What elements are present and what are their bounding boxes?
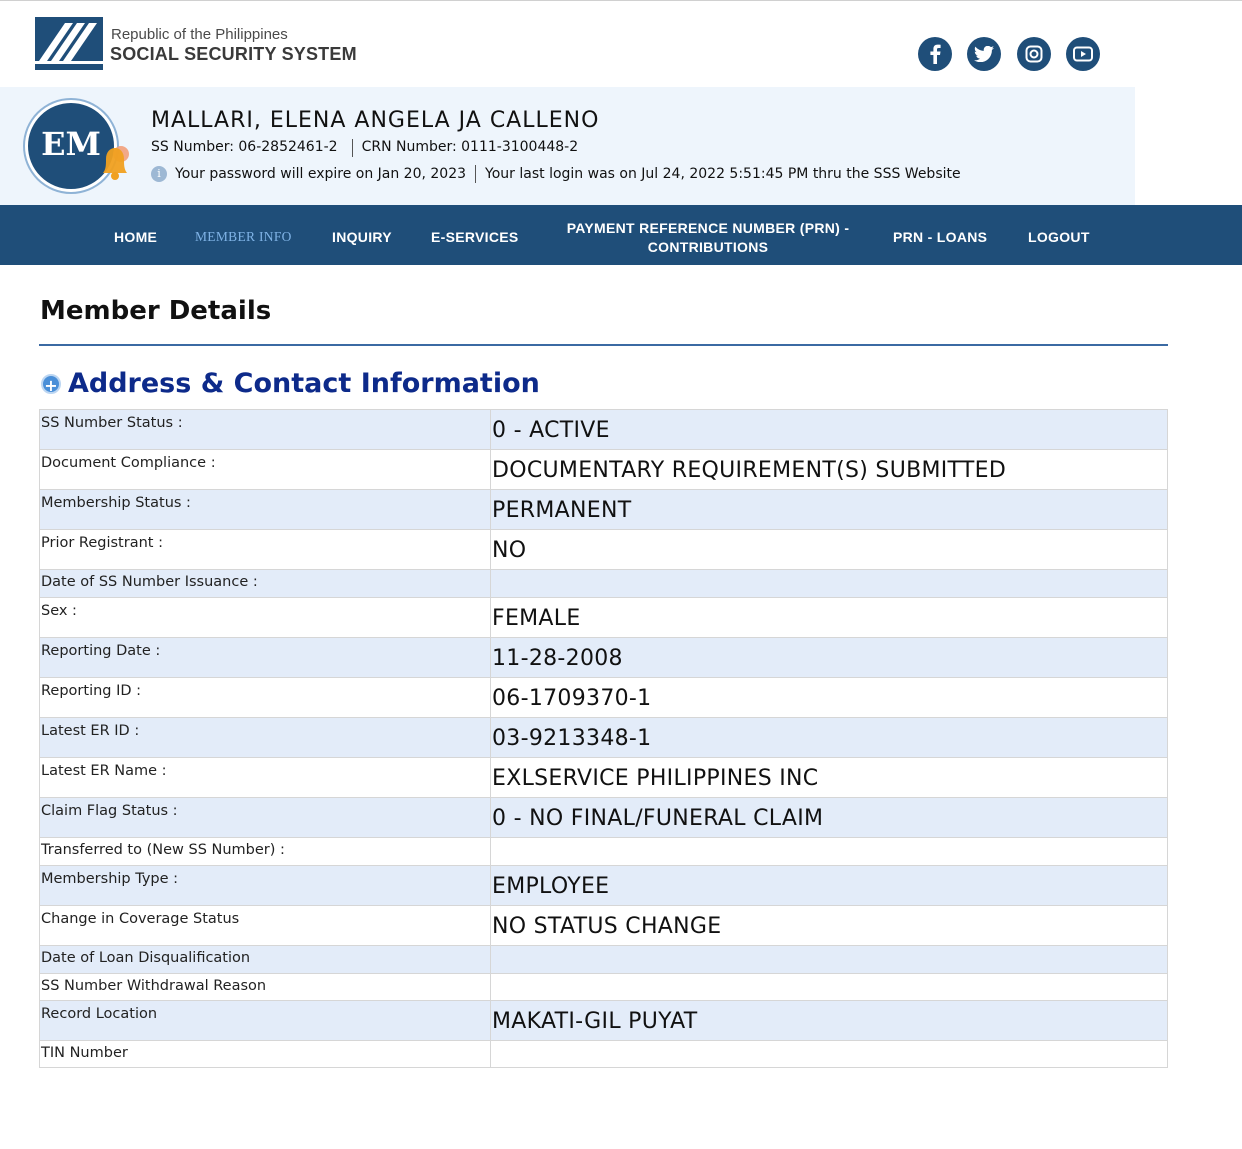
page-title: Member Details [40,296,272,326]
divider [352,139,353,157]
nav-prn-line1: PAYMENT REFERENCE NUMBER (PRN) - [566,220,850,236]
field-value: 0 - NO FINAL/FUNERAL CLAIM [491,798,1168,838]
table-row [40,974,1168,1001]
last-login: Your last login was on Jul 24, 2022 5:51:45 PM thru the SSS Website [485,166,961,182]
member-ids [151,139,578,157]
field-value [491,838,1168,866]
field-label: TIN Number [40,1041,491,1068]
field-label: Prior Registrant : [40,530,491,570]
field-value [491,946,1168,974]
field-label: Membership Status : [40,490,491,530]
section-header[interactable] [41,368,540,399]
table-row [40,758,1168,798]
field-value: NO STATUS CHANGE [491,906,1168,946]
instagram-icon[interactable] [1017,37,1051,71]
field-label: SS Number Withdrawal Reason [40,974,491,1001]
title-divider [39,344,1168,346]
table-row [40,906,1168,946]
table-row [40,490,1168,530]
account-notice [151,165,961,183]
field-value [491,570,1168,598]
table-row [40,598,1168,638]
youtube-icon[interactable] [1066,37,1100,71]
avatar-initials: EM [41,125,101,163]
table-row [40,570,1168,598]
member-details-table [39,409,1168,1068]
info-icon: i [151,166,167,182]
nav-logout[interactable]: LOGOUT [1028,229,1090,245]
crn-number: CRN Number: 0111-3100448-2 [361,139,579,155]
brand-subtitle: Republic of the Philippines [111,26,288,43]
twitter-icon[interactable] [967,37,1001,71]
member-name: MALLARI, ELENA ANGELA JA CALLENO [151,108,600,133]
table-row [40,678,1168,718]
field-label: Membership Type : [40,866,491,906]
table-row [40,638,1168,678]
field-value: PERMANENT [491,490,1168,530]
password-expiry: Your password will expire on Jan 20, 2023 [175,166,467,182]
table-row [40,410,1168,450]
field-value: EMPLOYEE [491,866,1168,906]
divider [475,165,476,183]
field-label: SS Number Status : [40,410,491,450]
facebook-icon[interactable] [918,37,952,71]
table-row [40,798,1168,838]
field-label: Latest ER ID : [40,718,491,758]
brand-title: SOCIAL SECURITY SYSTEM [110,44,357,64]
table-row [40,866,1168,906]
table-row [40,530,1168,570]
nav-member-info[interactable]: MEMBER INFO [195,229,292,244]
field-label: Claim Flag Status : [40,798,491,838]
field-label: Latest ER Name : [40,758,491,798]
field-value: EXLSERVICE PHILIPPINES INC [491,758,1168,798]
nav-prn-line2: CONTRIBUTIONS [647,239,769,255]
field-value: 0 - ACTIVE [491,410,1168,450]
field-label: Transferred to (New SS Number) : [40,838,491,866]
table-row [40,946,1168,974]
expand-plus-icon[interactable]: + [41,374,61,394]
field-value [491,1041,1168,1068]
field-label: Reporting Date : [40,638,491,678]
field-value: NO [491,530,1168,570]
notification-bell-icon[interactable] [97,139,133,183]
field-label: Reporting ID : [40,678,491,718]
field-value: MAKATI-GIL PUYAT [491,1001,1168,1041]
field-value [491,974,1168,1001]
field-label: Sex : [40,598,491,638]
field-label: Document Compliance : [40,450,491,490]
nav-home[interactable]: HOME [114,229,158,245]
nav-prn-loans[interactable]: PRN - LOANS [893,229,988,245]
field-label: Date of Loan Disqualification [40,946,491,974]
field-value: DOCUMENTARY REQUIREMENT(S) SUBMITTED [491,450,1168,490]
field-label: Change in Coverage Status [40,906,491,946]
ss-number: SS Number: 06-2852461-2 [151,139,338,155]
table-row [40,1001,1168,1041]
section-title[interactable]: Address & Contact Information [68,368,540,399]
nav-inquiry[interactable]: INQUIRY [332,229,392,245]
nav-e-services[interactable]: E-SERVICES [431,229,519,245]
field-label: Record Location [40,1001,491,1041]
main-nav [0,205,1242,265]
field-value: FEMALE [491,598,1168,638]
table-row [40,450,1168,490]
table-row [40,718,1168,758]
table-row [40,1041,1168,1068]
field-value: 11-28-2008 [491,638,1168,678]
sss-logo[interactable] [35,17,103,70]
field-value: 06-1709370-1 [491,678,1168,718]
field-value: 03-9213348-1 [491,718,1168,758]
nav-prn-contributions[interactable] [556,219,860,257]
field-label: Date of SS Number Issuance : [40,570,491,598]
site-header [0,0,1242,87]
table-row [40,838,1168,866]
